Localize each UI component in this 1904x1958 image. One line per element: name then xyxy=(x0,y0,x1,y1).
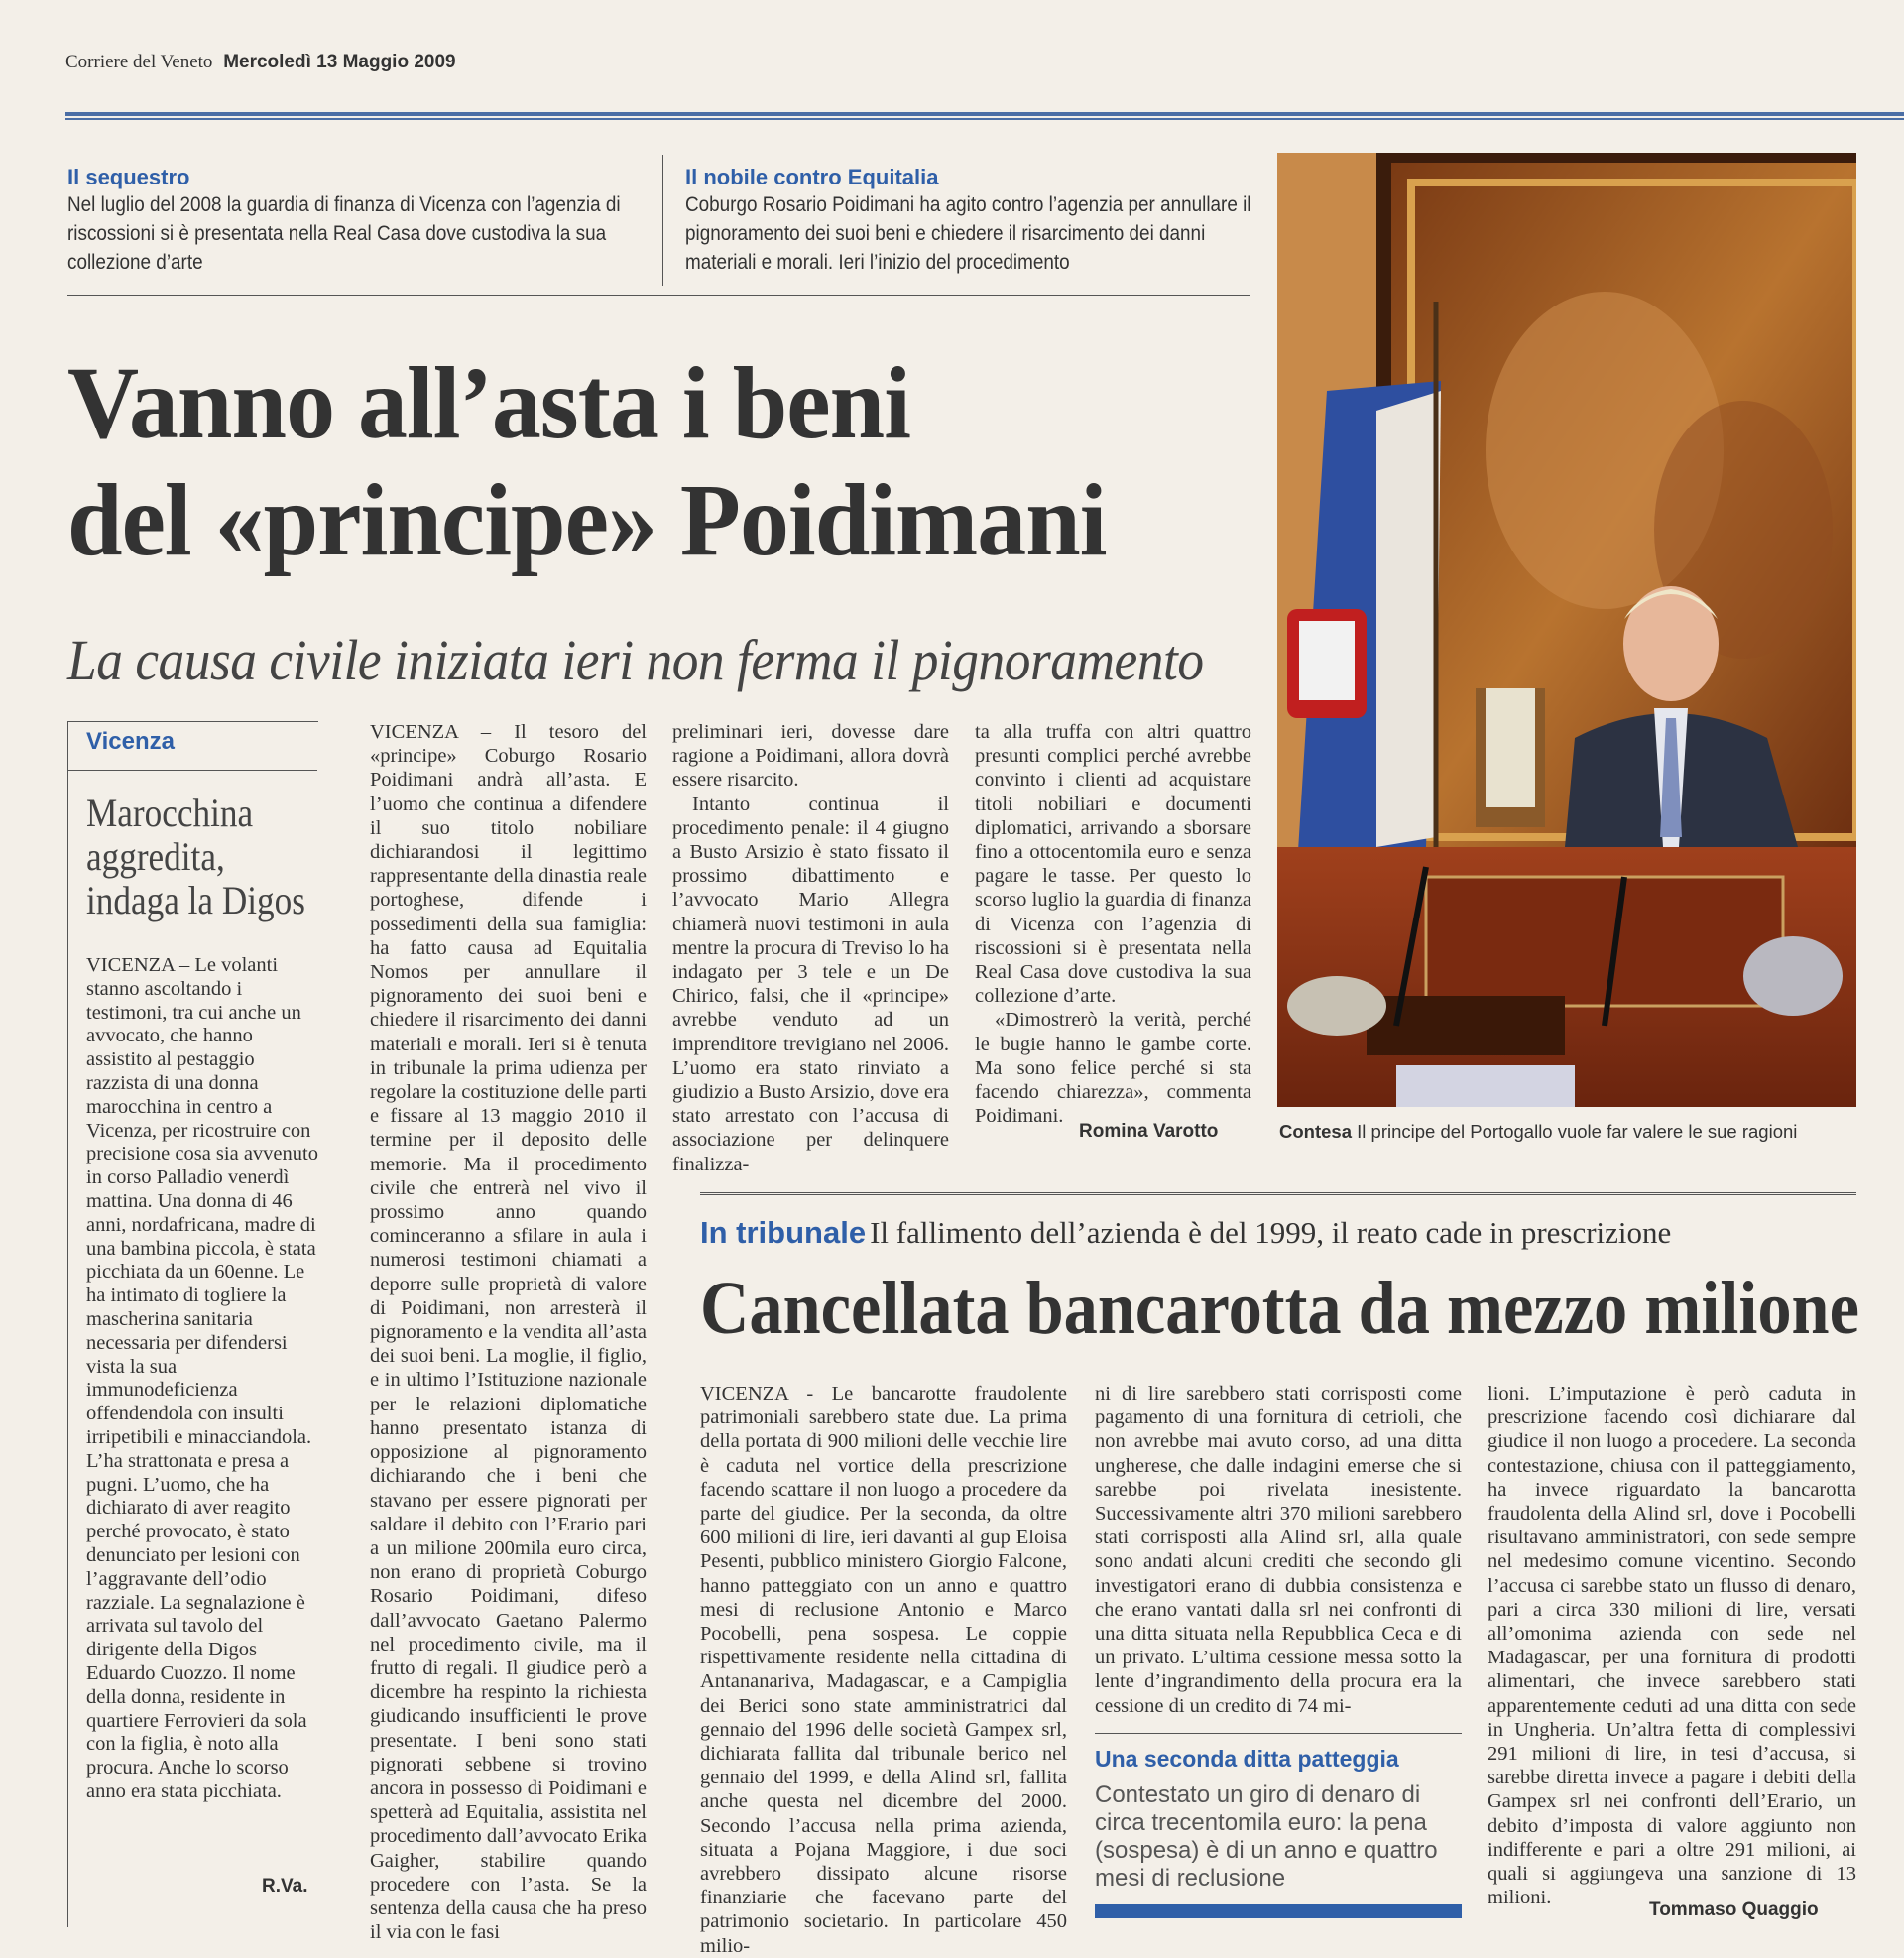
box-sequestro-text: Nel luglio del 2008 la guardia di finanza di Vicenza con l’agenzia di riscossioni si è presentata nella Real Casa dove custodiva la sua collezione d’arte xyxy=(67,193,621,274)
article2-byline: Tommaso Quaggio xyxy=(1649,1899,1819,1920)
inset-bottom-bar xyxy=(1095,1904,1462,1918)
box-sequestro-kicker: Il sequestro xyxy=(67,165,190,189)
box-bottom-rule xyxy=(67,295,1250,296)
article2-col2 xyxy=(1095,1382,1462,1718)
masthead xyxy=(65,52,456,73)
headline-line-2: del «principe» Poidimani xyxy=(67,463,1107,577)
sidebar-rule xyxy=(67,770,317,771)
article2-col3 xyxy=(1488,1382,1856,1909)
inset-kicker: Una seconda ditta patteggia xyxy=(1095,1746,1399,1772)
article2-col1 xyxy=(700,1382,1067,1958)
paper-name: Corriere del Veneto xyxy=(65,52,213,72)
box-equitalia-text: Coburgo Rosario Poidimani ha agito contro l’agenzia per annullare il pignoramento dei suoi beni e chiedere il risarcimento dei danni materiali e morali. Ieri l’inizio del procedimento xyxy=(685,193,1251,274)
article1-col3 xyxy=(975,720,1251,1128)
sidebar-kicker: Vicenza xyxy=(86,728,175,755)
box-equitalia xyxy=(685,165,1260,277)
sidebar-text: VICENZA – Le volanti stanno ascoltando i testimoni, tra cui anche un avvocato, che hanno assistito al pestaggio razzista di una donna marocchina in centro a Vicenza, per ricostruire con precisione cosa sia avvenuto in corso Palladio venerdì mattina. Una donna di 46 anni, nordafricana, madre di una bambina piccola, è stata picchiata da un 60enne. Le ha intimato di togliere la mascherina sanitaria necessaria per difendersi vista la sua immunodeficienza offendendola con insulti irripetibili e minacciandola. L’ha strattonata e presa a pugni. L’uomo, che ha dichiarato di aver reagito perché provocato, è stato denunciato per lesioni con l’aggravante dell’odio razziale. La segnalazione è arrivata sul tavolo del dirigente della Digos Eduardo Cuozzo. Il nome della donna, residente in quartiere Ferrovieri da sola con la figlia, è noto alla procura. Anche lo scorso anno era stata picchiata. xyxy=(86,954,318,1802)
photo-caption-label: Contesa xyxy=(1279,1121,1352,1142)
issue-date: Mercoledì 13 Maggio 2009 xyxy=(223,52,456,72)
photo-caption-text: Il principe del Portogallo vuole far valere le sue ragioni xyxy=(1357,1121,1798,1142)
article1-col2 xyxy=(672,720,949,1176)
article2-kicker-text: Il fallimento dell’azienda è del 1999, il reato cade in prescrizione xyxy=(870,1215,1672,1250)
prince-photo xyxy=(1277,153,1856,1107)
article2-headline: Cancellata bancarotta da mezzo milione xyxy=(700,1267,1859,1350)
inset-text: Contestato un giro di denaro di circa trecentomila euro: la pena (sospesa) è di un anno e quattro mesi di reclusione xyxy=(1095,1781,1438,1892)
article1-col3-p1: ta alla truffa con altri quattro presunti complici perché avrebbe convinto i clienti ad acquistare titoli nobiliari e documenti diplomatici, arrivando a sborsare fino a ottocentomila euro e senza pagare le tasse. Per questo lo scorso luglio la guardia di finanza di Vicenza con l’agenzia di riscossioni si è presentata nella Real Casa dove custodiva la sua collezione d’arte. xyxy=(975,721,1251,1008)
article2-col2-text: ni di lire sarebbero stati corrisposti come pagamento di una fornitura di cetrioli, che non avrebbe mai avuto corso, ad una ditta ungherese, che dalle indagini emerse che si sarebbe poi rivelata inesistente. Successivamente altri 370 milioni sarebbero stati corrisposti alla Alind srl, alla quale sono andati alcuni crediti che secondo gli investigatori erano di dubbia consistenza e che erano vantati dalla srl nei confronti di una ditta situata nella Repubblica Ceca e di un privato. L’ultima cessione messa sotto la lente d’ingrandimento della procura era la cessione di un credito di 74 mi- xyxy=(1095,1383,1462,1717)
article2-kicker: In tribunale xyxy=(700,1215,867,1250)
article1-col2-p1: preliminari ieri, dovesse dare ragione a Poidimani, allora dovrà essere risarcito. xyxy=(672,721,949,792)
inset-top-rule xyxy=(1095,1733,1462,1734)
article1-col3-p2: «Dimostrerò la verità, perché le bugie hanno le gambe corte. Ma sono felice perché si sta facendo chiarezza», commenta Poidimani. xyxy=(975,1009,1251,1128)
box-divider xyxy=(662,155,663,286)
box-sequestro xyxy=(67,165,653,277)
article2-col3-text: lioni. L’imputazione è però caduta in prescrizione facendo così dichiarare dal giudice il non luogo a procedere. La seconda contestazione, chiusa con il patteggiamento, ha invece riguardato la bancarotta fraudolenta della Alind srl, dove i Pocobelli risultavano amministratori, con sede sempre nel medesimo comune vicentino. Secondo l’accusa ci sarebbe stato un flusso di denaro, pari a circa 330 milioni di lire, versati all’omonima azienda con sede nel Madagascar, per una fornitura di prodotti alimentari, che invece sarebbero stati apparentemente ceduti ad una ditta con sede in Ungheria. Un’altra fetta di complessivi 291 milioni di lire, in tesi d’accusa, si sarebbe diretta invece a pagare i debiti della Gampex srl nei confronti dell’Erario, un debito d’imposta di valore aggiunto non indifferente e pari a oltre 291 milioni, ai quali si aggiungeva una sanzione di 13 milioni. xyxy=(1488,1383,1856,1909)
photo-illustration xyxy=(1277,153,1856,1107)
headline-line-1: Vanno all’asta i beni xyxy=(67,346,910,460)
article2-top-rule xyxy=(700,1192,1856,1195)
article2-col1-text: VICENZA - Le bancarotte fraudolente patrimoniali sarebbero state due. La prima della portata di 900 milioni delle vecchie lire è caduta nel vortice della prescrizione facendo scattare il non luogo a procedere da parte del giudice. Per la seconda, da oltre 600 milioni di lire, ieri davanti al gup Eloisa Pesenti, pubblico ministero Giorgio Falcone, hanno patteggiato con un anno e quattro mesi di reclusione Antonio e Marco Pocobelli, pena sospesa. Le coppie rispettivamente residente nella cittadina di Antananarivа, Madagascar, e a Campiglia dei Berici sono state amministratrici dal gennaio del 1996 delle società Gampex srl, dichiarata fallita dal tribunale berico nel gennaio del 1999, e della Alind srl, fallita anche questa nel dicembre del 2000. Secondo l’accusa nella prima azienda, situata a Pojana Maggiore, i due soci avrebbero dissipato alcune risorse finanziarie che facevano parte del patrimonio societario. In particolare 450 milio- xyxy=(700,1383,1067,1957)
main-headline xyxy=(67,345,1210,579)
article1-col1-text: VICENZA – Il tesoro del «principe» Coburgo Rosario Poidimani andrà all’asta. E l’uomo che continua a difendere il suo titolo nobiliare dichiarandosi il legittimo rappresentante della dinastia reale portoghese, difende i possedimenti della sua famiglia: ha fatto causa ad Equitalia Nomos per annullare il pignoramento dei suoi beni e chiedere il risarcimento dei danni materiali e morali. Ieri si è tenuta in tribunale la prima udienza per regolare la costituzione delle parti e fissare al 13 maggio 2010 il termine per il deposito delle memorie. Ma il procedimento civile che entrerà nel vivo il prossimo anno quando cominceranno a sfilare in aula i numerosi testimoni chiamati a deporre sulle proprietà di valore di Poidimani, non arresterà il pignoramento e la vendita all’asta dei suoi beni. La moglie, il figlio, e in ultimo l’Istituzione nazionale per le relazioni diplomatiche hanno presentato istanza di opposizione al pignoramento dichiarando che i beni che stavano per essere pignorati per saldare il debito con l’Erario pari a un milione 200mila euro circa, non erano di proprietà Coburgo Rosario Poidimani, difeso dall’avvocato Gaetano Palermo nel procedimento civile, ma il frutto di regali. Il giudice però a dicembre ha respinto la richiesta giudicando insufficienti le prove presentate. I beni sono stati pignorati sebbene si trovino ancora in possesso di Poidimani e spetterà ad Equitalia, assistita nel procedimento dall’avvocato Erika Gaigher, stabilire quando procedere con l’asta. Se la sentenza della causa che ha preso il via con le fasi xyxy=(370,721,647,1944)
article2-kicker-line xyxy=(700,1215,1671,1251)
masthead-rule xyxy=(65,112,1904,120)
sidebar-title: Marocchina aggredita, indaga la Digos xyxy=(86,791,305,922)
photo-caption xyxy=(1279,1121,1797,1143)
article1-byline: Romina Varotto xyxy=(1079,1121,1219,1142)
sidebar-byline: R.Va. xyxy=(262,1876,308,1897)
article1-col1 xyxy=(370,720,647,1944)
article1-col2-p2: Intanto continua il procedimento penale: il 4 giugno a Busto Arsizio è stato fissato il prossimo dibattimento e l’avvocato Mario Allegra chiamerà nuovi testimoni in aula mentre la procura di Treviso lo ha indagato per 3 tele e un De Chirico, falsi, che il «principe» avrebbe venduto ad un imprenditore trevigiano nel 2006. L’uomo era stato rinviato a giudizio a Busto Arsizio, dove era stato arrestato con l’accusa di associazione per delinquere finalizza- xyxy=(672,793,949,1175)
subheadline: La causa civile iniziata ieri non ferma il pignoramento xyxy=(67,628,1204,692)
box-equitalia-kicker: Il nobile contro Equitalia xyxy=(685,165,939,189)
